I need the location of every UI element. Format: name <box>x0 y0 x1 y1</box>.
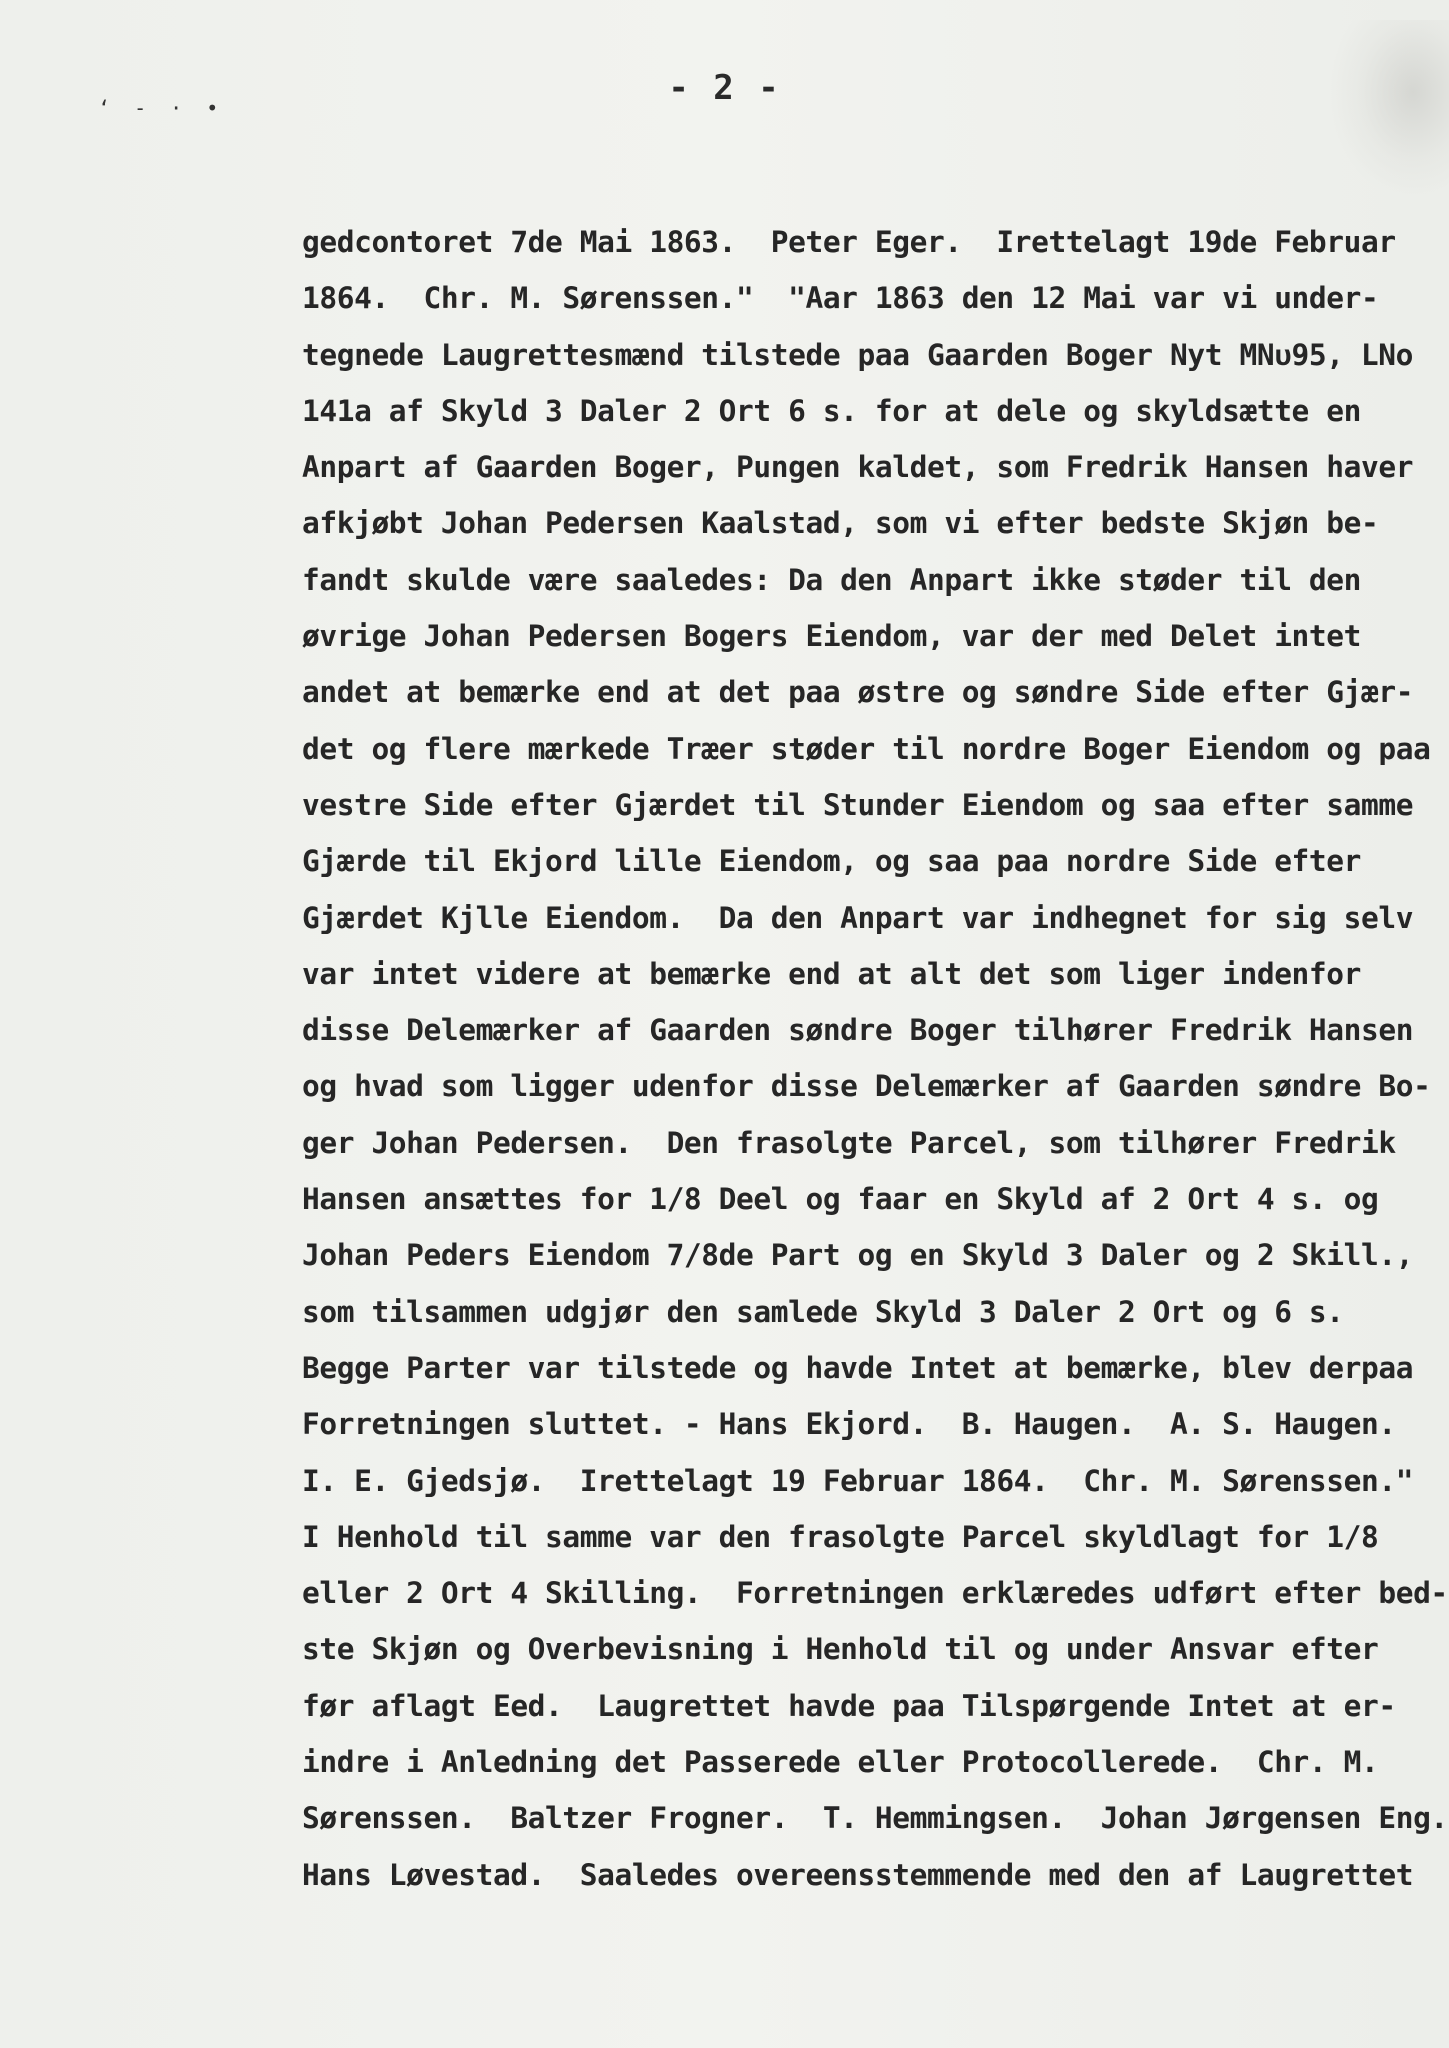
text-line: eller 2 Ort 4 Skilling. Forretningen erklæredes udført efter bed- <box>302 1576 1448 1611</box>
text-line: tegnede Laugrettesmænd tilstede paa Gaarden Boger Nyt MNᴜ95, LNo <box>302 337 1414 372</box>
text-line: Johan Peders Eiendom 7/8de Part og en Skyld 3 Daler og 2 Skill., <box>302 1238 1414 1273</box>
margin-marks: ‘ - · • <box>98 96 225 120</box>
text-line: Hans Løvestad. Saaledes overeensstemmende med den af Laugrettet <box>302 1857 1414 1892</box>
text-line: 1864. Chr. M. Sørenssen." "Aar 1863 den 12 Mai var vi under- <box>302 281 1379 316</box>
text-line: vestre Side efter Gjærdet til Stunder Eiendom og saa efter samme <box>302 787 1414 822</box>
text-line: Begge Parter var tilstede og havde Intet at bemærke, blev derpaa <box>302 1350 1414 1385</box>
typed-text-body <box>302 214 1448 1903</box>
text-line: og hvad som ligger udenfor disse Delemærker af Gaarden søndre Bo- <box>302 1069 1431 1104</box>
text-line: 141a af Skyld 3 Daler 2 Ort 6 s. for at dele og skyldsætte en <box>302 393 1361 428</box>
page-number: - 2 - <box>668 68 781 108</box>
text-line: som tilsammen udgjør den samlede Skyld 3 Daler 2 Ort og 6 s. <box>302 1294 1344 1329</box>
scan-smudge <box>1329 20 1449 200</box>
text-line: Anpart af Gaarden Boger, Pungen kaldet, som Fredrik Hansen haver <box>302 450 1414 485</box>
text-line: disse Delemærker af Gaarden søndre Boger tilhører Fredrik Hansen <box>302 1013 1414 1048</box>
text-line: før aflagt Eed. Laugrettet havde paa Tilspørgende Intet at er- <box>302 1688 1396 1723</box>
text-line: I Henhold til samme var den frasolgte Parcel skyldlagt for 1/8 <box>302 1519 1379 1554</box>
text-line: indre i Anledning det Passerede eller Protocollerede. Chr. M. <box>302 1745 1379 1780</box>
text-line: ger Johan Pedersen. Den frasolgte Parcel, som tilhører Fredrik <box>302 1125 1396 1160</box>
text-line: afkjøbt Johan Pedersen Kaalstad, som vi efter bedste Skjøn be- <box>302 506 1379 541</box>
text-line: det og flere mærkede Træer støder til nordre Boger Eiendom og paa <box>302 731 1431 766</box>
text-line: I. E. Gjedsjø. Irettelagt 19 Februar 1864. Chr. M. Sørenssen." <box>302 1463 1414 1498</box>
text-line: Hansen ansættes for 1/8 Deel og faar en Skyld af 2 Ort 4 s. og <box>302 1182 1379 1217</box>
text-line: Gjærdet Kjlle Eiendom. Da den Anpart var indhegnet for sig selv <box>302 900 1414 935</box>
text-line: øvrige Johan Pedersen Bogers Eiendom, var der med Delet intet <box>302 619 1361 654</box>
text-line: Gjærde til Ekjord lille Eiendom, og saa paa nordre Side efter <box>302 844 1361 879</box>
text-line: ste Skjøn og Overbevisning i Henhold til og under Ansvar efter <box>302 1632 1379 1667</box>
text-line: Forretningen sluttet. - Hans Ekjord. B. Haugen. A. S. Haugen. <box>302 1407 1396 1442</box>
text-line: gedcontoret 7de Mai 1863. Peter Eger. Irettelagt 19de Februar <box>302 225 1396 259</box>
text-line: Sørenssen. Baltzer Frogner. T. Hemmingsen. Johan Jørgensen Eng. <box>302 1801 1448 1836</box>
text-line: andet at bemærke end at det paa østre og søndre Side efter Gjær- <box>302 675 1414 710</box>
text-line: var intet videre at bemærke end at alt det som liger indenfor <box>302 956 1361 991</box>
text-line: fandt skulde være saaledes: Da den Anpart ikke støder til den <box>302 562 1361 597</box>
